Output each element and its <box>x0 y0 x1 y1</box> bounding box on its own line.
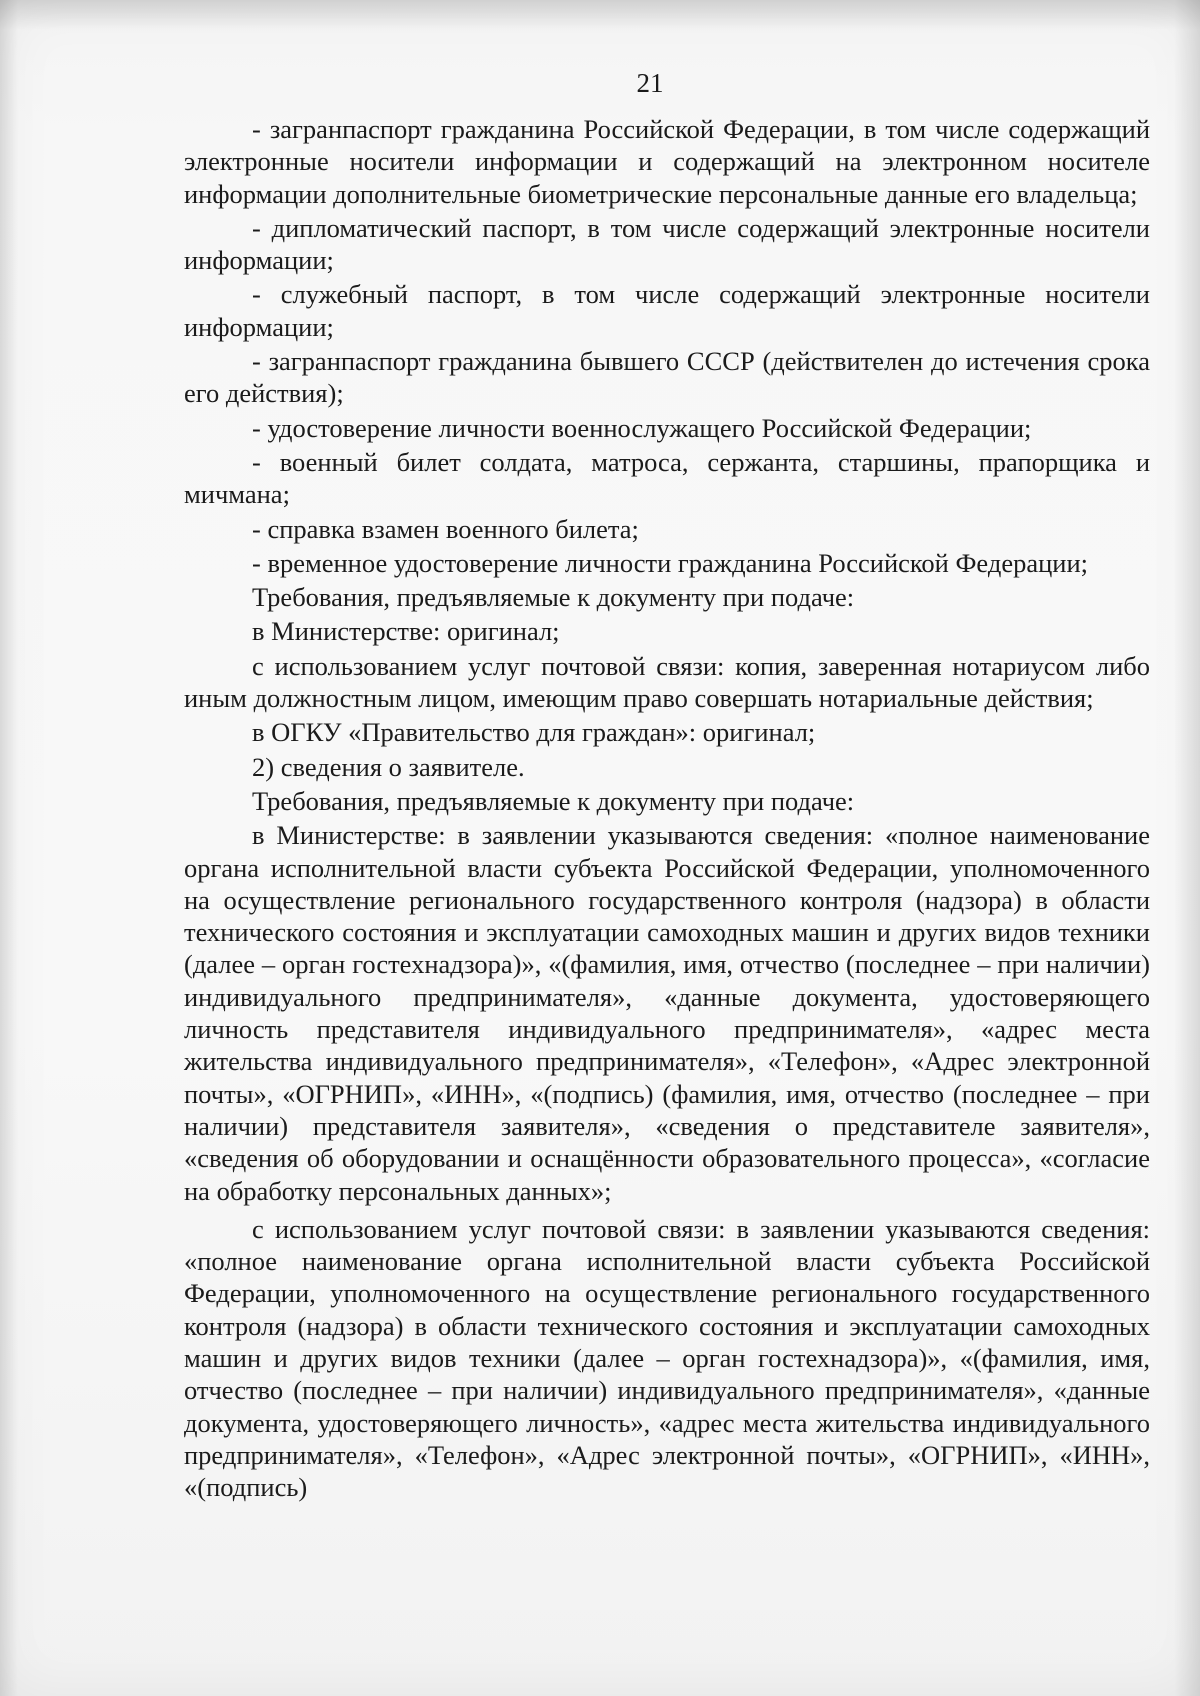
paragraph-requirements-heading-2: Требования, предъявляемые к документу при подаче: <box>252 785 855 816</box>
paragraph-requirements-heading: Требования, предъявляемые к документу при подаче: <box>252 582 855 613</box>
paragraph-ussr-passport: - загранпаспорт гражданина бывшего СССР (действителен до истечения срока его действия); <box>184 346 1150 409</box>
document-body <box>184 113 1150 1505</box>
paragraph-temporary-id: - временное удостоверение личности гражданина Российской Федерации; <box>252 547 1089 578</box>
paragraph-ministry-application: в Министерстве: в заявлении указываются сведения: «полное наименование органа исполнительной власти субъекта Российской Федерации, уполномоченного на осуществление регионального государственного контроля (надзора) в области технического состояния и эксплуатации самоходных машин и других видов техники (далее – орган гостехнадзора)», «(фамилия, имя, отчество (последнее – при наличии) индивидуального предпринимателя», «данные документа, удостоверяющего личность представителя индивидуального предпринимателя», «адрес места жительства индивидуального предпринимателя», «Телефон», «Адрес электронной почты», «ОГРНИП», «ИНН», «(подпись) (фамилия, имя, отчество (последнее – при наличии) представителя заявителя», «сведения о представителе заявителя», «сведения об оборудовании и оснащённости образовательного процесса», «согласие на обработку персональных данных»; <box>184 820 1150 1206</box>
paragraph-military-ticket: - военный билет солдата, матроса, сержанта, старшины, прапорщика и мичмана; <box>184 446 1150 510</box>
paragraph-diplomatic-passport: - дипломатический паспорт, в том числе содержащий электронные носители информации; <box>184 212 1150 276</box>
scan-shadow-right <box>1174 0 1200 1696</box>
paragraph-ogku-original: в ОГКУ «Правительство для граждан»: оригинал; <box>252 717 816 748</box>
paragraph-ministry-original: в Министерстве: оригинал; <box>252 616 560 647</box>
scan-shadow-left <box>0 0 18 1696</box>
paragraph-military-certificate: - справка взамен военного билета; <box>252 513 639 544</box>
page-number: 21 <box>636 68 664 98</box>
scan-shadow-top <box>0 0 1200 30</box>
paragraph-service-passport: - служебный паспорт, в том числе содержащий электронные носители информации; <box>184 279 1150 342</box>
paragraph-postal-copy: с использованием услуг почтовой связи: копия, заверенная нотариусом либо иным должностным лицом, имеющим право совершать нотариальные действия; <box>184 650 1150 714</box>
paragraph-postal-application: с использованием услуг почтовой связи: в заявлении указываются сведения: «полное наименование органа исполнительной власти субъекта Российской Федерации, уполномоченного на осуществление регионального государственного контроля (надзора) в области технического состояния и эксплуатации самоходных машин и других видов техники (далее – орган гостехнадзора)», «(фамилия, имя, отчество (последнее – при наличии) индивидуального предпринимателя», «данные документа, удостоверяющего личность», «адрес места жительства индивидуального предпринимателя», «Телефон», «Адрес электронной почты», «ОГРНИП», «ИНН», «(подпись) <box>184 1213 1150 1503</box>
paragraph-applicant-info: 2) сведения о заявителе. <box>252 751 525 782</box>
paragraph-military-id: - удостоверение личности военнослужащего Российской Федерации; <box>252 412 1032 443</box>
paragraph-foreign-passport: - загранпаспорт гражданина Российской Федерации, в том числе содержащий электронные носители информации и содержащий на электронном носителе информации дополнительные биометрические персональные данные его владельца; <box>184 114 1150 209</box>
